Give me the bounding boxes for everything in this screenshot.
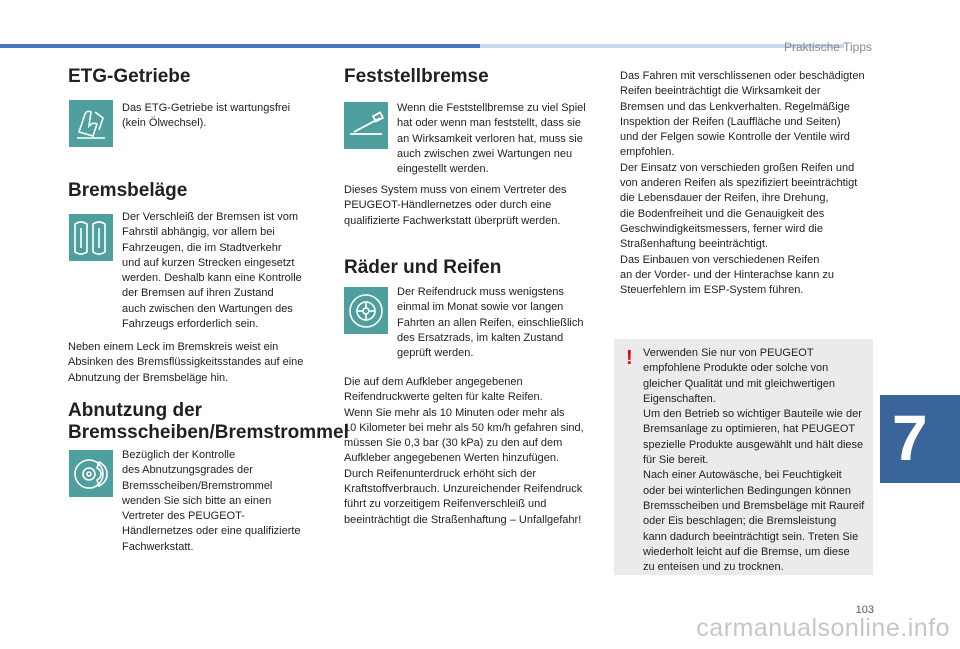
- tyre-pressure-paragraph: Die auf dem Aufkleber angegebenen Reifendruckwerte gelten für kalte Reifen. Wenn Sie mehr als 10 Minuten oder mehr als 10 Kilometer bei mehr als 50 km/h gefahren sind, müssen Sie 0,3 bar (30 kPa) zu den auf dem Aufkleber angegebenen Werten hinzufügen. Durch Reifenunterdruck erhöht sich der Kraftstoffverbrauch. Unzureichender Reifendruck führt zu vorzeitigem Reifenverschleiß und beeinträchtigt die Straßenhaftung – Unfallgefahr!: [344, 376, 584, 526]
- brake-pads-icon: [69, 214, 113, 261]
- brake-fluid-paragraph: Neben einem Leck im Bremskreis weist ein Absinken des Bremsflüssigkeitsstandes auf eine Abnutzung der Bremsbeläge hin.: [68, 341, 304, 384]
- parking-brake-heading: Feststellbremse: [344, 66, 489, 87]
- etg-text: Das ETG-Getriebe ist wartungsfrei (kein Ölwechsel).: [122, 102, 291, 130]
- wheels-text: Der Reifendruck muss wenigstens einmal im Monat sowie vor langen Fahrten an allen Reifen, einschließlich des Ersatzrads, im kalten Zustand geprüft werden.: [397, 286, 584, 360]
- wheels-heading: Räder und Reifen: [344, 257, 502, 278]
- parking-brake-paragraph: Dieses System muss von einem Vertreter des PEUGEOT-Händlernetzes oder durch eine qualifizierte Fachwerkstatt überprüft werden.: [344, 184, 567, 227]
- transmission-icon: [69, 100, 113, 147]
- tyre-condition-paragraph: Das Fahren mit verschlissenen oder beschädigten Reifen beeinträchtigt die Wirksamkeit der Bremsen und das Lenkverhalten. Regelmäßige Inspektion der Reifen (Lauffläche und Seiten) und der Felgen sowie Kontrolle der Ventile wird empfohlen. Der Einsatz von verschieden großen Reifen und von anderen Reifen als spezifiziert beeinträchtigt die Lebensdauer der Reifen, ihre Drehung, die Bodenfreiheit und die Genauigkeit des Geschwindigkeitsmessers, ferner wird die Straßenhaftung beeinträchtigt. Das Einbauen von verschiedenen Reifen an der Vorder- und der Hinterachse kann zu Steuerfehlern im ESP-System führen.: [620, 70, 865, 297]
- tyre-icon: [344, 287, 388, 334]
- brake-pads-text: Der Verschleiß der Bremsen ist vom Fahrstil abhängig, vor allem bei Fahrzeugen, die im Stadtverkehr und auf kurzen Strecken eingesetzt werden. Deshalb kann eine Kontrolle der Bremsen auf ihren Zustand auch zwischen den Wartungen des Fahrzeugs erforderlich sein.: [122, 211, 302, 331]
- page-number: 103: [855, 604, 874, 616]
- watermark: carmanualsonline.info: [696, 614, 950, 642]
- chapter-number: 7: [892, 402, 928, 474]
- running-header: Praktische Tipps: [783, 40, 872, 54]
- brake-pads-heading: Bremsbeläge: [68, 180, 188, 201]
- header-accent-bar: [0, 44, 480, 48]
- discs-text: Bezüglich der Kontrolle des Abnutzungsgrades der Bremsscheiben/Bremstrommel wenden Sie sich bitte an einen Vertreter des PEUGEOT- Händlernetzes oder eine qualifizierte Fachwerkstatt.: [122, 449, 301, 553]
- parking-brake-icon: [344, 102, 388, 149]
- parking-brake-text: Wenn die Feststellbremse zu viel Spiel hat oder wenn man feststellt, dass sie an Wirksamkeit verloren hat, muss sie auch zwischen zwei Wartungen neu eingestellt werden.: [397, 102, 586, 176]
- etg-heading: ETG-Getriebe: [68, 66, 191, 87]
- warning-icon: !: [626, 347, 633, 369]
- brake-disc-icon: [69, 450, 113, 497]
- warning-text: Verwenden Sie nur von PEUGEOT empfohlene Produkte oder solche von gleicher Qualität und mit gleichwertigen Eigenschaften. Um den Betrieb so wichtiger Bauteile wie der Bremsanlage zu optimieren, hat PEUGEOT spezielle Produkte ausgewählt und hält diese für Sie bereit. Nach einer Autowäsche, bei Feuchtigkeit oder bei winterlichen Bedingungen können Bremsscheiben und Bremsbeläge mit Raureif oder Eis beschlagen; die Bremsleistung kann dadurch beeinträchtigt sein. Treten Sie wiederholt leicht auf die Bremse, um diese zu enteisen und zu trocknen.: [643, 347, 865, 574]
- discs-heading: Abnutzung der Bremsscheiben/Bremstrommel: [68, 400, 349, 443]
